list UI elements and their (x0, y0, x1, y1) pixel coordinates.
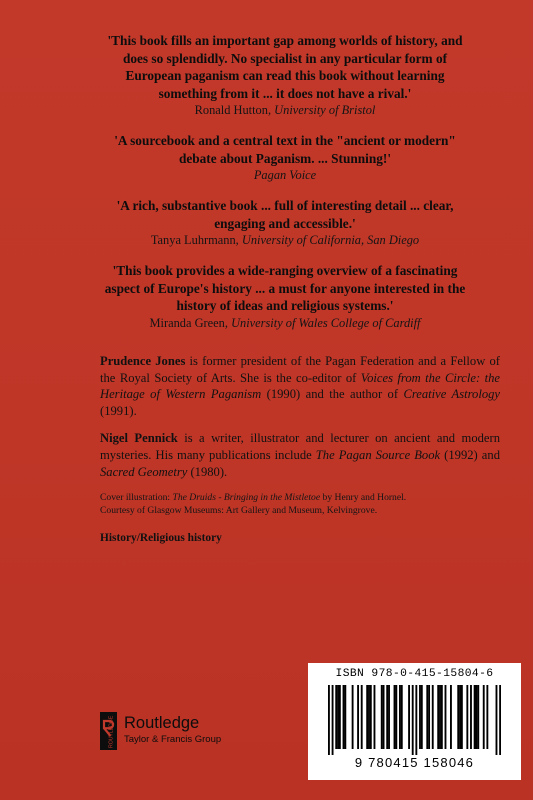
quote-affiliation: University of Wales College of Cardiff (231, 315, 421, 330)
barcode-bar (394, 685, 396, 749)
barcode-bar (476, 685, 478, 749)
quote-affiliation: University of California, San Diego (241, 233, 420, 247)
review-quote-2 (100, 132, 470, 183)
bio-prudence-jones (100, 353, 500, 419)
routledge-logo-icon (100, 712, 117, 750)
barcode-bar (335, 685, 337, 749)
barcode-bar (445, 685, 447, 749)
quote-author: Ronald Hutton, (194, 103, 272, 117)
barcode-bar (368, 685, 370, 749)
review-quote-4 (100, 262, 470, 331)
publisher-group: Taylor & Francis Group (124, 734, 222, 745)
barcode-bar (386, 685, 388, 749)
subject-category: History/Religious history (100, 531, 222, 544)
barcode-bar (352, 685, 354, 749)
bio-nigel-pennick (100, 430, 500, 480)
barcode-bar (437, 685, 439, 749)
review-quote-1 (100, 32, 470, 118)
barcode-bar (337, 685, 339, 749)
quote-text: 'This book fills an important gap among worlds of history, and does so splendidly. No specialist in any particular form of European paganism can read this book without learning something from it ... it does not have a rival.' (107, 33, 463, 101)
barcode-bar (421, 685, 423, 749)
barcode-bar (401, 685, 403, 749)
quote-source (100, 102, 470, 118)
barcode-bar (461, 685, 463, 749)
barcode-bar (426, 685, 428, 749)
barcode-bar (374, 685, 376, 749)
barcode-bar (332, 685, 334, 755)
review-quotes (100, 32, 470, 345)
barcode-bar (428, 685, 430, 749)
barcode-bar (470, 685, 472, 749)
barcode-graphic (328, 685, 501, 755)
barcode-bar (432, 685, 434, 749)
barcode-bar (477, 685, 479, 749)
barcode-bar (441, 685, 443, 749)
book-title: The Pagan Source Book (315, 447, 441, 462)
author-bios (100, 353, 500, 544)
quote-text: 'This book provides a wide-ranging overview of a fascinating aspect of Europe's history ... a must for anyone interested in the history of ideas and religious systems.' (104, 263, 466, 313)
barcode-bar (419, 685, 421, 749)
quote-text: 'A sourcebook and a central text in the "ancient or modern" debate about Paganism. ... Stunning!' (114, 133, 456, 166)
quote-affiliation: University of Bristol (274, 103, 376, 117)
barcode-bar (381, 685, 383, 749)
book-title: Voices from the Circle: the Heritage of Western Paganism (100, 370, 500, 402)
publisher-logo (100, 712, 260, 760)
quote-author: Tanya Luhrmann, (150, 233, 239, 247)
barcode-bar (357, 685, 359, 749)
barcode-bar (439, 685, 441, 749)
barcode-bar (339, 685, 341, 749)
book-title: Sacred Geometry (100, 464, 188, 479)
credit-prefix: Cover illustration: (100, 492, 173, 504)
barcode-bar (466, 685, 468, 749)
review-quote-3 (100, 197, 470, 248)
quote-source (100, 167, 470, 183)
bio-text: (1991). (100, 403, 137, 418)
barcode-bar (343, 685, 345, 749)
barcode-bar (496, 685, 498, 755)
barcode-bar (395, 685, 397, 749)
barcode-bar (344, 685, 346, 749)
publisher-name: Routledge (124, 714, 200, 732)
bio-text: is a writer, illustrator and lecturer on ancient and modern mysteries. His many publications include (100, 431, 500, 462)
barcode-bar (383, 685, 385, 749)
isbn-label: ISBN 978-0-415-15804-6 (335, 668, 494, 680)
barcode-bar (388, 685, 390, 749)
author-name: Nigel Pennick (100, 431, 178, 446)
quote-text: 'A rich, substantive book ... full of interesting detail ... clear, engaging and accessible.' (116, 198, 454, 231)
barcode-bar (483, 685, 485, 749)
bio-text: is former president of the Pagan Federation and a Fellow of the Royal Society of Arts. She is the co-editor of (100, 354, 500, 385)
author-name: Prudence Jones (100, 354, 186, 368)
bio-text: (1980). (187, 464, 228, 479)
barcode-bar (450, 685, 452, 749)
quote-affiliation: Pagan Voice (253, 168, 317, 182)
credit-suffix: by Henry and Hornel. (320, 492, 407, 504)
barcode-bar (408, 685, 410, 749)
barcode-bar (361, 685, 363, 749)
barcode-bar (328, 685, 330, 755)
painting-title: The Druids - Bringing in the Mistletoe (172, 492, 321, 504)
barcode-panel (308, 663, 521, 780)
credit-courtesy: Courtesy of Glasgow Museums: Art Gallery and Museum, Kelvingrove. (100, 505, 378, 517)
barcode-bar (474, 685, 476, 749)
barcode-bar (415, 685, 417, 755)
barcode-bar (412, 685, 414, 755)
barcode-bar (486, 685, 488, 749)
quote-source (100, 315, 470, 331)
barcode-number: 9 780415 158046 (354, 755, 475, 770)
logo-vertical-text: ROUTLEDGE (108, 715, 115, 748)
book-title: Creative Astrology (403, 387, 501, 402)
quote-author: Miranda Green, (149, 315, 228, 330)
barcode-bar (399, 685, 401, 749)
barcode-bar (459, 685, 461, 749)
barcode-bar (499, 685, 501, 755)
bio-text: (1990) and the author of (261, 387, 404, 402)
barcode-bar (370, 685, 372, 749)
bio-text: (1992) and (440, 447, 500, 462)
cover-credit (100, 491, 500, 518)
quote-source (100, 232, 470, 248)
barcode-bar (366, 685, 368, 749)
barcode-bar (457, 685, 459, 749)
